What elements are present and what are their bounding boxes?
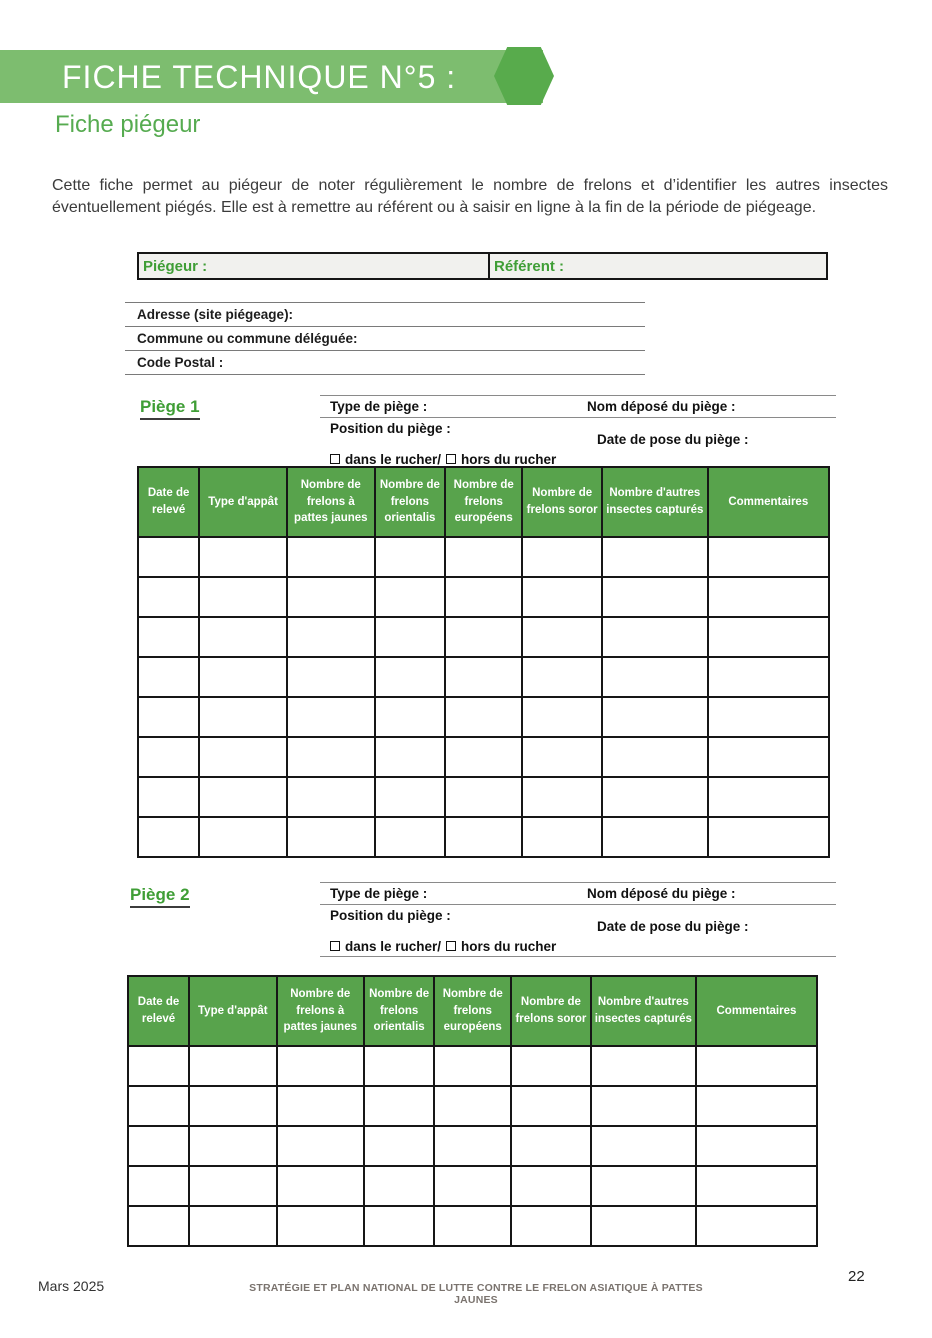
column-header: Nombre de frelons soror [522,467,602,537]
column-header: Commentaires [696,976,817,1046]
piege2-fields [320,882,836,957]
empty-cell [445,657,522,697]
empty-cell [375,537,446,577]
empty-cell [199,577,287,617]
page-number: 22 [848,1268,865,1285]
empty-cell [522,777,602,817]
trap-name-label: Nom déposé du piège : [587,886,736,901]
empty-cell [375,737,446,777]
empty-cell [128,1046,189,1086]
empty-cell [602,777,708,817]
trap-position-label: Position du piège : [330,421,451,436]
commune-field: Commune ou commune déléguée: [125,326,645,350]
empty-cell [375,617,446,657]
empty-cell [602,817,708,857]
empty-cell [522,697,602,737]
empty-cell [445,537,522,577]
column-header: Date de relevé [128,976,189,1046]
trap-position-label: Position du piège : [330,908,451,923]
empty-row [128,1086,817,1126]
empty-cell [277,1166,364,1206]
empty-cell [189,1166,276,1206]
empty-cell [375,577,446,617]
trap-type-label: Type de piège : [330,399,428,414]
empty-cell [434,1166,511,1206]
address-field: Adresse (site piégeage): [125,302,645,326]
empty-cell [434,1206,511,1246]
piege1-capture-table [137,466,830,858]
trap-position-row [320,905,836,936]
empty-cell [708,657,829,697]
empty-cell [287,657,375,697]
empty-cell [375,697,446,737]
empty-cell [708,697,829,737]
empty-cell [277,1086,364,1126]
header-row [128,976,817,1046]
trapper-field: Piégeur : [139,254,490,278]
empty-cell [522,817,602,857]
identity-bar [137,252,828,280]
trap-type-row [320,882,836,905]
empty-cell [364,1046,434,1086]
empty-cell [511,1046,591,1086]
empty-cell [445,617,522,657]
column-header: Commentaires [708,467,829,537]
empty-cell [364,1206,434,1246]
empty-cell [434,1046,511,1086]
empty-cell [138,777,199,817]
referent-field: Référent : [494,257,565,275]
empty-cell [708,737,829,777]
footer-document-title: STRATÉGIE ET PLAN NATIONAL DE LUTTE CONTRE LE FRELON ASIATIQUE À PATTES JAUNES [249,1282,703,1306]
header-row [138,467,829,537]
empty-cell [591,1086,696,1126]
empty-cell [189,1206,276,1246]
empty-row [138,737,829,777]
empty-cell [696,1086,817,1126]
column-header: Nombre de frelons soror [511,976,591,1046]
empty-row [128,1206,817,1246]
empty-cell [287,617,375,657]
column-header: Nombre d'autres insectes capturés [591,976,696,1046]
empty-cell [511,1206,591,1246]
empty-cell [287,777,375,817]
empty-cell [511,1166,591,1206]
empty-cell [445,777,522,817]
empty-cell [199,617,287,657]
trap-date-label: Date de pose du piège : [597,919,749,934]
empty-cell [591,1046,696,1086]
empty-row [138,777,829,817]
checkbox-dans-le-rucher-icon [330,454,340,464]
empty-cell [138,737,199,777]
header-banner [0,50,543,103]
empty-cell [434,1126,511,1166]
empty-cell [364,1126,434,1166]
empty-cell [199,817,287,857]
checkbox-in-label: dans le rucher/ [345,451,442,467]
empty-cell [696,1166,817,1206]
empty-cell [708,817,829,857]
empty-cell [138,537,199,577]
empty-cell [708,617,829,657]
empty-row [138,817,829,857]
column-header: Nombre de frelons orientalis [375,467,446,537]
empty-cell [277,1206,364,1246]
trap-position-row [320,418,836,449]
empty-cell [138,617,199,657]
address-block [125,302,645,375]
empty-cell [375,817,446,857]
empty-cell [522,657,602,697]
empty-cell [199,697,287,737]
empty-cell [511,1126,591,1166]
empty-cell [128,1126,189,1166]
empty-row [128,1126,817,1166]
empty-cell [696,1206,817,1246]
empty-cell [708,577,829,617]
empty-cell [128,1086,189,1126]
empty-cell [138,577,199,617]
empty-cell [277,1126,364,1166]
empty-cell [445,697,522,737]
empty-row [138,537,829,577]
postal-code-field: Code Postal : [125,350,645,374]
empty-cell [434,1086,511,1126]
checkbox-hors-du-rucher-icon [446,454,456,464]
empty-cell [522,537,602,577]
trap-name-label: Nom déposé du piège : [587,399,736,414]
empty-cell [277,1046,364,1086]
empty-cell [591,1126,696,1166]
checkbox-hors-du-rucher-icon [446,941,456,951]
trap-type-row [320,395,836,418]
empty-cell [522,617,602,657]
empty-cell [199,537,287,577]
column-header: Nombre de frelons à pattes jaunes [277,976,364,1046]
column-header: Date de relevé [138,467,199,537]
intro-paragraph: Cette fiche permet au piégeur de noter régulièrement le nombre de frelons et d’identifier les autres insectes éventuellement piégés. Elle est à remettre au référent ou à saisir en ligne à la fin de la période de piégeage. [52,177,888,216]
empty-cell [696,1046,817,1086]
column-header: Type d'appât [199,467,287,537]
checkbox-in-label: dans le rucher/ [345,938,442,954]
checkbox-dans-le-rucher-icon [330,941,340,951]
empty-cell [602,617,708,657]
page-title: FICHE TECHNIQUE N°5 : [62,59,457,95]
empty-cell [287,577,375,617]
empty-cell [138,657,199,697]
empty-cell [708,537,829,577]
trap-date-label: Date de pose du piège : [597,432,749,447]
empty-cell [602,697,708,737]
empty-cell [138,697,199,737]
empty-cell [591,1206,696,1246]
column-header: Nombre de frelons européens [445,467,522,537]
empty-row [138,617,829,657]
empty-cell [189,1086,276,1126]
empty-row [138,577,829,617]
trap-type-label: Type de piège : [330,886,428,901]
empty-cell [522,737,602,777]
empty-cell [199,777,287,817]
empty-cell [189,1126,276,1166]
empty-row [138,657,829,697]
empty-cell [591,1166,696,1206]
piege2-capture-table [127,975,818,1247]
empty-cell [602,537,708,577]
column-header: Nombre de frelons européens [434,976,511,1046]
empty-cell [602,657,708,697]
empty-row [138,697,829,737]
empty-cell [364,1086,434,1126]
column-header: Type d'appât [189,976,276,1046]
empty-cell [199,737,287,777]
empty-cell [128,1206,189,1246]
empty-cell [445,577,522,617]
column-header: Nombre de frelons à pattes jaunes [287,467,375,537]
footer-date: Mars 2025 [38,1278,105,1294]
checkbox-out-label: hors du rucher [461,451,557,467]
piege2-title: Piège 2 [130,885,190,908]
empty-cell [602,737,708,777]
empty-cell [602,577,708,617]
piege1-fields [320,395,836,469]
empty-cell [696,1126,817,1166]
empty-cell [199,657,287,697]
column-header: Nombre d'autres insectes capturés [602,467,708,537]
empty-cell [287,537,375,577]
piege1-title: Piège 1 [140,397,200,420]
empty-cell [511,1086,591,1126]
column-header: Nombre de frelons orientalis [364,976,434,1046]
empty-cell [138,817,199,857]
empty-cell [522,577,602,617]
empty-cell [287,697,375,737]
empty-cell [375,657,446,697]
empty-cell [445,737,522,777]
empty-cell [375,777,446,817]
trap-checkbox-row [320,936,836,956]
empty-cell [287,817,375,857]
empty-cell [287,737,375,777]
empty-cell [189,1046,276,1086]
empty-cell [364,1166,434,1206]
empty-cell [128,1166,189,1206]
empty-cell [708,777,829,817]
checkbox-out-label: hors du rucher [461,938,557,954]
empty-row [128,1166,817,1206]
empty-row [128,1046,817,1086]
page-subtitle: Fiche piégeur [55,111,201,138]
empty-cell [445,817,522,857]
